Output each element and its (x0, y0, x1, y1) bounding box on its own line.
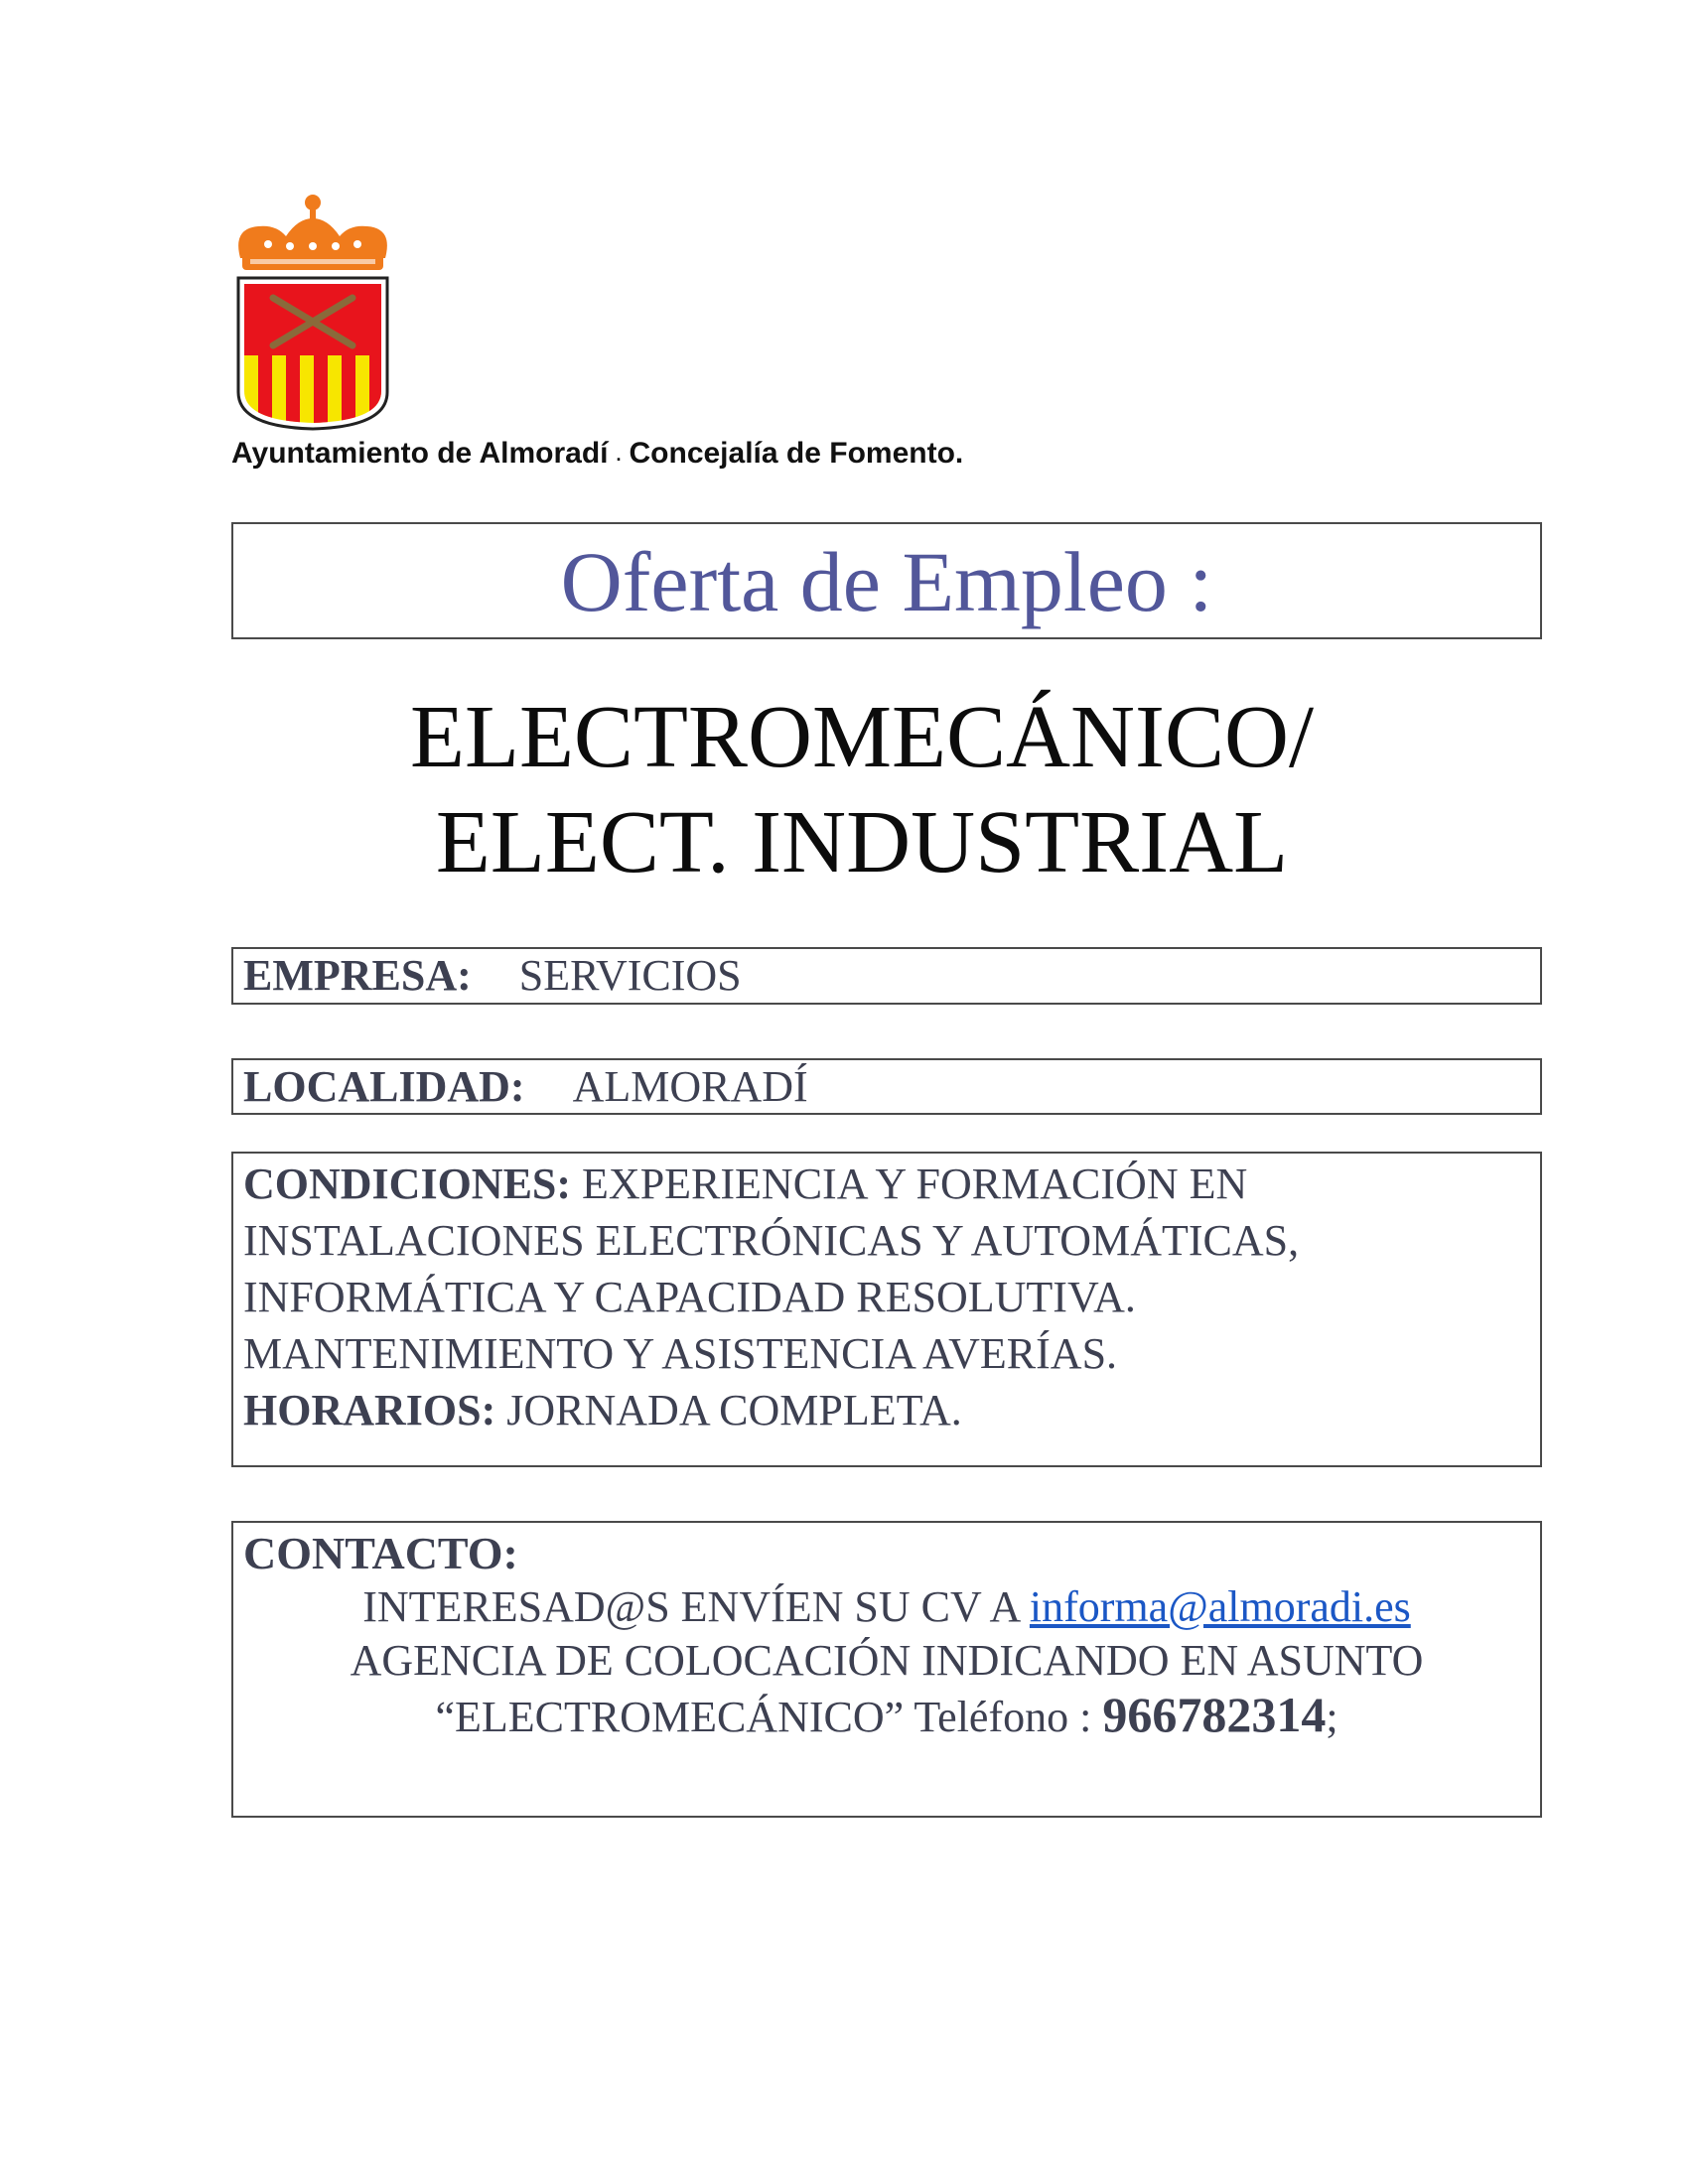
job-title (231, 685, 1492, 895)
horarios-label: HORARIOS: (243, 1386, 496, 1434)
organization-name: Ayuntamiento de Almoradí (231, 437, 609, 470)
coat-of-arms-logo (228, 189, 397, 437)
department-name: Concejalía de Fomento. (629, 437, 964, 470)
localidad-value: ALMORADÍ (572, 1062, 808, 1111)
crown-icon (238, 195, 387, 270)
empresa-value: SERVICIOS (518, 951, 742, 1000)
phone-suffix: ; (1326, 1693, 1338, 1741)
header-line (231, 437, 963, 471)
contacto-line-3 (233, 1688, 1540, 1744)
condiciones-line-2: INSTALACIONES ELECTRÓNICAS Y AUTOMÁTICAS, (243, 1216, 1300, 1265)
contacto-line-3-text: “ELECTROMECÁNICO” Teléfono : (435, 1693, 1092, 1741)
horarios-value: JORNADA COMPLETA. (506, 1386, 962, 1434)
localidad-label: LOCALIDAD: (243, 1062, 525, 1111)
condiciones-line-1 (243, 1156, 1540, 1212)
contact-email-link[interactable]: informa@almoradi.es (1029, 1582, 1411, 1631)
shield-icon (238, 278, 387, 429)
contacto-label: CONTACTO: (243, 1528, 518, 1578)
empresa-field (231, 947, 1542, 1005)
empresa-label: EMPRESA: (243, 951, 472, 1000)
header-separator: . (616, 445, 622, 465)
condiciones-field (231, 1152, 1542, 1467)
offer-title: Oferta de Empleo : (560, 534, 1213, 629)
contacto-line-1-text: INTERESAD@S ENVÍEN SU CV A (362, 1582, 1019, 1631)
condiciones-line-3: INFORMÁTICA Y CAPACIDAD RESOLUTIVA. (243, 1273, 1136, 1321)
phone-number: 966782314 (1102, 1687, 1327, 1742)
contacto-field (231, 1521, 1542, 1818)
localidad-field (231, 1058, 1542, 1115)
job-title-line-1: ELECTROMECÁNICO/ (410, 688, 1314, 786)
job-title-line-2: ELECT. INDUSTRIAL (435, 793, 1289, 891)
condiciones-label: CONDICIONES: (243, 1160, 572, 1208)
contacto-line-2: AGENCIA DE COLOCACIÓN INDICANDO EN ASUNTO (350, 1636, 1424, 1685)
condiciones-text-1: EXPERIENCIA Y FORMACIÓN EN (582, 1160, 1248, 1208)
contacto-line-1 (233, 1580, 1540, 1634)
horarios-line (243, 1382, 1540, 1438)
condiciones-line-4: MANTENIMIENTO Y ASISTENCIA AVERÍAS. (243, 1329, 1118, 1378)
